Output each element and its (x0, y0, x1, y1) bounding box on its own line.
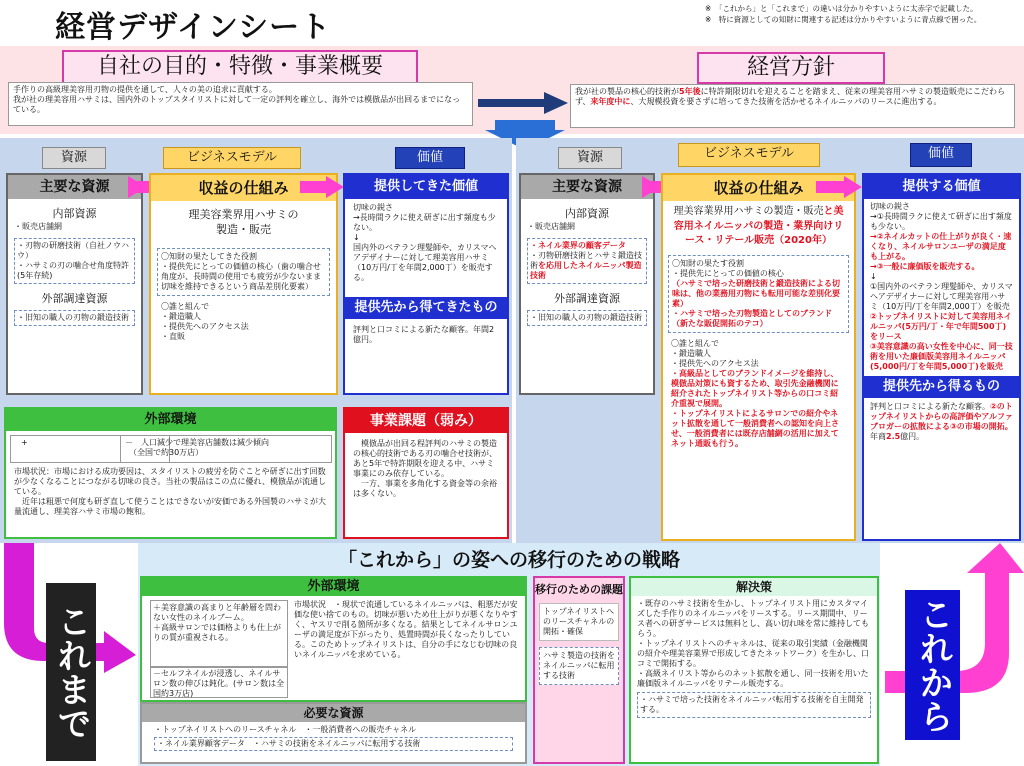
purpose-label: 自社の目的・特徴・事業概要 (62, 50, 418, 84)
past-resources-box (6, 173, 143, 395)
tag-resources-future: 資源 (558, 147, 622, 169)
future-external-label: 外部調達資源 (554, 292, 620, 305)
past-label: これまで (46, 583, 96, 761)
note-1: ※ 「これから」と「これまで」の違いは分かりやすいように太赤字で記載した。 (705, 4, 978, 13)
arrow-icon (844, 176, 862, 198)
right-arrow-icon (478, 92, 568, 114)
past-env-minus: － 人口減少で理美容店舗数は減少傾向 （全国で約30万店） (120, 435, 332, 463)
purpose-text: 手作りの高級理美容用刃物の提供を通して、人々の美の追求に貢献する。 我が社の理美容用ハサミは、国内外のトップスタイリストに対して一定の評判を確立し、海外では模倣品が出回るまでになっている。 (8, 82, 473, 126)
past-resources-header: 主要な資源 (8, 175, 141, 199)
page-title: 経営デザインシート (55, 10, 332, 45)
past-bm-box (149, 173, 338, 395)
future-gain-text: 評判と口コミによる新たな顧客。②のトップネイリストからの高評価やアルファブロガーの拡散による③の市場の開拓。 年商2.5億円。 (870, 402, 1013, 441)
arrow-icon (136, 181, 150, 193)
note-2: ※ 特に資源としての知財に関連する記述は分かりやすいように青点線で囲った。 (705, 15, 982, 24)
future-external-1: ・旧知の職人の刃物の鍛造技術 (527, 310, 647, 326)
transition-issue-1: トップネイリストへのリースチャネルの開拓・確保 (539, 603, 619, 641)
past-bm-header: 収益の仕組み (151, 175, 336, 201)
future-value-text: 切味の鋭さ →①長時間ラクに使えて研ぎに出す頻度も少ない。 →②ネイルカットの仕上がりが良く・速くなり、ネイルサロンユーザの満足度も上がる。 →③一般に廉価版を販売する。 ↓ ①国内外のベテラン理髪師や、カリスマヘアデザイナーに対して理美容用ハサミ（10万円/丁を年間2,000丁）を販売 ②トップネイリストに対して美容用ネイルニッパ(5万円/丁・年で年間500丁)をリース ③美容意識の高い女性を中心に、同一技術を用いた廉価版美容用ネイルニッパ(5,000円/丁を年間5,000丁)を販売 (870, 202, 1013, 371)
past-internal-label: 内部資源 (52, 207, 97, 220)
transition-env-header: 外部環境 (142, 578, 525, 596)
policy-label: 経営方針 (697, 52, 885, 84)
arrow-icon (326, 176, 344, 198)
future-resources-header: 主要な資源 (521, 175, 653, 199)
past-gain-text: 評判と口コミによる新たな顧客。年間2億円。 (353, 325, 495, 344)
future-bm-ip-role: 〇知財の果たす役割 ・提供先にとっての価値の核心 （ハサミで培った研磨技術と鍛造技術による切味は、他の業務用刃物にも転用可能な差別化要素） ・ハサミで培った刃物製造としてのブランド（新たな販促開拓のテコ） (668, 255, 849, 333)
past-env-text: 市場状況：市場における成功要因は、スタイリストの疲労を防ぐことや研ぎに出す回数が少なくなることにつながる切味の良さ。当社の製品はこの点に優れ、模倣品が流通している。 近年は粗悪で何度も研ぎ直して使うことはできないが安価である外国製のハサミが大量流通し、理美容ハサミ市場の飽和。 (14, 467, 326, 516)
tag-value-past: 価値 (395, 147, 465, 169)
past-issue-header: 事業課題（弱み） (345, 409, 507, 433)
past-env-header: 外部環境 (6, 409, 335, 431)
transition-env-text: 市場状況 ・現状で流通しているネイルニッパは、粗悪だが安価な使い捨てのもの。切味が悪いため仕上がりが悪くなりやすく、ヤスリで削る箇所が多くなる。結果としてネイルサロンユーザの満足度が下がったり、処置時間が長くなったりしている。このためトップネイリストは、自分の手になじむ切味の良いネイルニッパを求めている。 (294, 600, 518, 659)
solution-text: ・既存のハサミ技術を生かし、トップネイリスト用にカスタマイズした手作りのネイルニッパをリースする。リース期間中、リース者への研ぎサービスは無料とし、高い切れ味を常に維持してもらう。 ・トップネイリストへのチャネルは、従来の取引実績（金融機関の紹介や理美容業界で形成してきたネットワーク）を生かし、口コミで開拓する。 ・高級ネイリスト等からのネット拡散を通し、同一技術を用いた廉価版ネイルニッパをリテール販売する。 (637, 599, 869, 688)
past-internal-2: ・刃物の研磨技術（自社ノウハウ） ・ハサミの刃の噛合せ角度特許(5年存続) (14, 238, 135, 284)
future-bm-main: 理美容業界用ハサミの製造・販売と美容用ネイルニッパの製造・業界向けリース・リテール販売（2020年） (673, 206, 844, 246)
future-internal-1: ・販売店舗網 (527, 222, 575, 231)
arrow-icon (816, 181, 846, 193)
required-resources-box (140, 702, 527, 764)
past-value-text: 切味の鋭さ →長時間ラクに使え研ぎに出す頻度も少ない。 ↓ 国内外のベテラン理髪師や、カリスマヘアデザイナーに対して理美容用ハサミ（10万円/丁を年間2,000丁）を販売する。 (353, 203, 497, 282)
arrow-icon (300, 181, 328, 193)
transition-env-minus: －セルフネイルが浸透し、ネイルサロン数の伸びは鈍化。(サロン数は全国約3万店) (150, 666, 288, 698)
past-internal-1: ・販売店舗網 (14, 222, 62, 231)
future-bm-partners: 〇誰と組んで ・鍛造職人 ・提供先へのアクセス法 (671, 338, 759, 368)
solution-header: 解決策 (631, 578, 877, 596)
future-resources-box (519, 173, 655, 395)
tag-value-future: 価値 (910, 143, 972, 167)
future-value-box (862, 173, 1021, 541)
strategy-title: 「これから」の姿への移行のための戦略 (337, 549, 680, 571)
past-env-box (4, 407, 337, 539)
future-internal-2: ・ネイル業界の顧客データ ・刃物研磨技術とハサミ鍛造技術を応用したネイルニッパ製造技術 (527, 238, 647, 284)
tag-bm-future: ビジネスモデル (678, 143, 820, 167)
required-resources-1: ・トップネイリストへのリースチャネル ・一般消費者への販売チャネル (154, 725, 417, 734)
past-issue-box (343, 407, 509, 539)
future-value-header: 提供する価値 (864, 175, 1019, 199)
future-gain-header: 提供先から得るもの (864, 376, 1019, 398)
past-bm-main: 理美容業界用ハサミの 製造・販売 (188, 208, 299, 237)
tag-bm-past: ビジネスモデル (163, 147, 301, 169)
past-bm-partners: 〇誰と組んで ・鍛造職人 ・提供先へのアクセス法 ・直販 (161, 301, 249, 341)
past-env-plus: + (10, 435, 170, 463)
transition-issue-2: ハサミ製造の技術をネイルニッパに転用する技術 (539, 647, 619, 685)
solution-box (629, 576, 879, 764)
past-bm-ip-role: 〇知財の果たしてきた役割 ・提供先にとっての価値の核心（歯の噛合せ角度が、長時間の使用でも疲労が少ないまま切味を維持できるという商品差別化要素） (157, 248, 330, 296)
transition-env-box (140, 576, 527, 702)
transition-issue-box (533, 576, 625, 764)
future-bm-box (661, 173, 856, 541)
past-issue-text: 模倣品が出回る程評判のハサミの製造の核心的技術である刃の噛合せ技術が、あと5年で特許期限を迎える中、ハサミ事業にのみ依存している。 一方、事業を多角化する資金等の余裕は多くない。 (353, 439, 497, 498)
future-bm-header: 収益の仕組み (663, 175, 854, 201)
past-value-box (343, 173, 509, 395)
past-external-1: ・旧知の職人の刃物の鍛造技術 (14, 310, 135, 326)
required-resources-header: 必要な資源 (142, 704, 525, 722)
past-value-header: 提供してきた価値 (345, 175, 507, 199)
past-gain-header: 提供先から得てきたもの (345, 297, 507, 319)
future-internal-label: 内部資源 (565, 207, 609, 220)
tag-resources-past: 資源 (42, 147, 106, 169)
transition-env-plus: ＋美容意識の高まりと年齢層を問わない女性のネイルブーム。 ＋高級サロンでは価格よりも仕上がりの質が重視される。 (150, 600, 288, 668)
policy-text: 我が社の製品の核心的技術が5年後に特許期限切れを迎えることを踏まえ、従来の理美容用ハサミの製造販売にこだわらず、来年度中に、大規模投資を要さずに培ってきた技術を活かせるネイルニッパのリースに進出する。 (570, 84, 1015, 128)
future-bm-partners-red: ・高級品としてのブランドイメージを維持し、模倣品対策にも資するため、取引先金融機関に紹介されたトップネイリスト等からの口コミ紹介重視で展開。 ・トップネイリストによるサロンでの紹介やネット拡散を通して一般消費者への認知を向上させ、一般消費者には既存店舗網の活用に加えてネット通販も行う。 (671, 368, 839, 448)
past-external-label: 外部調達資源 (41, 292, 108, 305)
solution-ip-box: ・ハサミで培った技術をネイルニッパ転用する技術を自主開発する。 (637, 692, 871, 718)
future-label: これから (905, 590, 960, 740)
required-resources-2: ・ネイル業界顧客データ ・ハサミの技術をネイルニッパに転用する技術 (154, 737, 513, 751)
transition-issue-header: 移行のための課題 (535, 583, 623, 596)
